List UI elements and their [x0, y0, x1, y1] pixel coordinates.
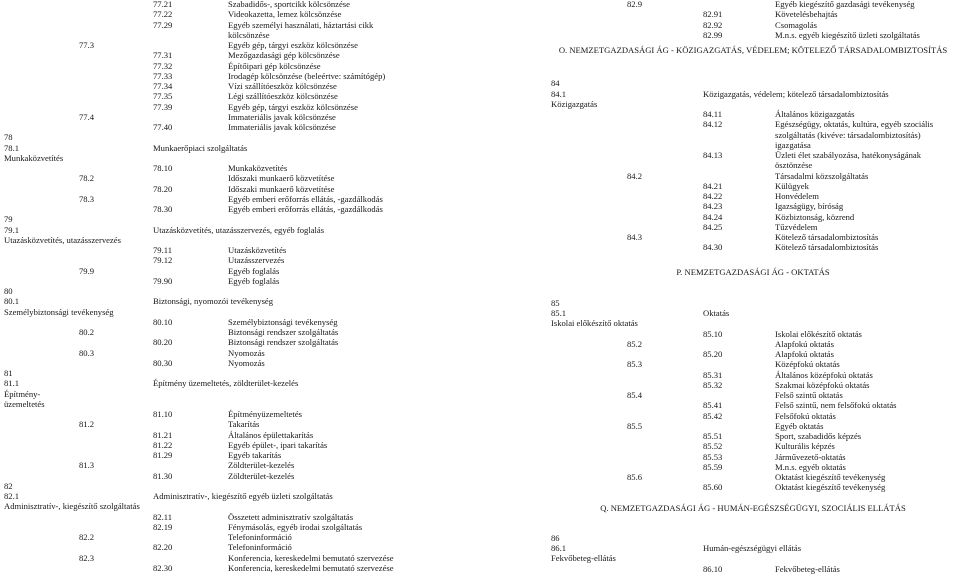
teaor-code: 81.29 [153, 450, 173, 460]
teaor-code: 78.10 [153, 163, 173, 173]
teaor-code: 80.1 [4, 296, 20, 307]
table-row [0, 211, 960, 225]
teaor-code: 84.2 [627, 170, 643, 181]
table-row [0, 380, 960, 390]
table-row [0, 119, 960, 129]
activity-name: Immateriális javak kölcsönzése [228, 122, 336, 132]
activity-name: Általános közigazgatás [775, 109, 855, 119]
teaor-code: 84.3 [627, 232, 643, 242]
teaor-code: 79 [4, 214, 13, 225]
sector-heading: Q. NEMZETGAZDASÁGI ÁG - HUMÁN-EGÉSZSÉGÜGYI, SZOCIÁLIS ELLÁTÁS [600, 502, 906, 513]
table-row [0, 308, 960, 318]
table-row [0, 78, 960, 88]
activity-name: Egyéb épület-, ipari takarítás [228, 439, 328, 450]
sector-heading: P. NEMZETGAZDASÁGI ÁG - OKTATÁS [676, 266, 830, 277]
teaor-code: 85.2 [627, 338, 643, 349]
activity-name: Kötelező társadalombiztosítás [775, 242, 879, 253]
teaor-code: 77.29 [153, 19, 173, 30]
teaor-code: 85.42 [703, 410, 723, 421]
table-row [0, 191, 960, 201]
teaor-code: 77.21 [153, 0, 173, 9]
teaor-code: 81.30 [153, 470, 173, 481]
teaor-code: 80 [4, 286, 13, 296]
activity-name: Oktatást kiegészítő tevékenység [775, 472, 886, 482]
teaor-code: 81 [4, 368, 13, 378]
table-row [0, 222, 960, 232]
table-row [0, 170, 960, 184]
activity-name: Fénymásolás, egyéb irodai szolgáltatás [228, 521, 363, 532]
teaor-code: 84.1 [551, 88, 567, 99]
activity-name: Vízi szállítóeszköz kölcsönzése [228, 81, 337, 91]
teaor-code: 84.12 [703, 119, 723, 130]
activity-name: Tűzvédelem [775, 221, 818, 232]
teaor-code: 85.3 [627, 359, 643, 370]
teaor-code: 81.1 [4, 378, 20, 389]
activity-name: Nyomozás [228, 357, 265, 368]
table-row [0, 452, 960, 462]
teaor-code: 82 [4, 480, 13, 491]
teaor-code: 84.24 [703, 211, 723, 222]
activity-name: Középfokú oktatás [775, 359, 840, 370]
table-row [0, 359, 960, 369]
table-row [0, 543, 960, 553]
table-row [0, 329, 960, 339]
activity-name: Közigazgatás [551, 98, 598, 109]
activity-name: Konferencia, kereskedelmi bemutató szervezése [228, 562, 394, 573]
activity-name: Alapfokú oktatás [775, 338, 834, 349]
teaor-code: 77.40 [153, 122, 173, 132]
teaor-code: 80.30 [153, 357, 173, 368]
table-row [0, 150, 960, 160]
activity-name: Utazásközvetítés, utazásszervezés, egyéb foglalás [153, 224, 325, 235]
teaor-code: 79.9 [79, 265, 95, 276]
activity-name: Sport, szabadidős képzés [775, 431, 862, 441]
teaor-code: 81.2 [79, 419, 95, 430]
activity-name: Utazásszervezés [228, 255, 285, 266]
activity-name: Építőipari gép kölcsönzése [228, 60, 321, 71]
activity-name: Csomagolás [775, 19, 818, 30]
teaor-code: 85.10 [703, 328, 723, 339]
teaor-code: 77.31 [153, 50, 173, 61]
activity-name: Alapfokú oktatás [775, 349, 834, 359]
table-row [0, 441, 960, 451]
teaor-code: 82.30 [153, 562, 173, 573]
table-row [0, 30, 960, 40]
activity-name: Munkaközvetítés [4, 152, 64, 163]
teaor-code: 77.35 [153, 91, 173, 102]
teaor-code: 85.32 [703, 379, 723, 390]
teaor-code: 85.59 [703, 461, 723, 472]
teaor-code: 84.11 [703, 109, 723, 119]
activity-name: Egyéb gép, tárgyi eszköz kölcsönzése [228, 40, 358, 50]
activity-name: Egyéb emberi erőforrás ellátás, -gazdálkodás [228, 193, 383, 204]
teaor-code: 78 [4, 132, 13, 143]
activity-name: Zöldterület-kezelés [228, 460, 295, 471]
table-row [0, 201, 960, 211]
activity-name: Egyéb személyi használati, háztartási cikk [228, 19, 374, 30]
teaor-code: 86.10 [703, 563, 723, 574]
activity-name: szolgáltatás (kivéve: társadalombiztosítás) [775, 129, 921, 140]
activity-name: Általános épülettakarítás [228, 429, 314, 440]
teaor-code: 85.4 [627, 390, 643, 400]
table-row [0, 242, 960, 252]
activity-name: Telefoninformáció [228, 542, 292, 553]
teaor-code: 85.31 [703, 369, 723, 380]
table-row [0, 533, 960, 543]
activity-name: Üzleti élet szabályozása, hatékonyságának [775, 150, 922, 160]
activity-name: Szakmai középfokú oktatás [775, 379, 870, 390]
activity-name: Felsőfokú oktatás [775, 410, 836, 421]
table-row [0, 99, 960, 109]
table-row [0, 9, 960, 19]
table-row [0, 431, 960, 441]
table-row [0, 482, 960, 492]
activity-name: Egyéb gép, tárgyi eszköz kölcsönzése [228, 101, 358, 112]
teaor-code: 82.3 [79, 552, 95, 563]
teaor-code: 85.51 [703, 431, 723, 441]
table-row [0, 160, 960, 170]
teaor-code: 80.3 [79, 347, 95, 358]
teaor-code: 80.2 [79, 327, 95, 337]
activity-name: Biztonsági rendszer szolgáltatás [228, 337, 339, 348]
table-row [0, 370, 960, 380]
activity-name: Konferencia, kereskedelmi bemutató szervezése [228, 552, 394, 563]
activity-name: Járművezető-oktatás [775, 451, 846, 462]
teaor-code: 84.23 [703, 201, 723, 212]
teaor-code: 77.32 [153, 60, 173, 71]
teaor-code: 78.20 [153, 183, 173, 194]
activity-name: Telefoninformáció [228, 532, 292, 542]
activity-name: Közbiztonság, közrend [775, 211, 855, 222]
teaor-code: 84.30 [703, 242, 723, 253]
activity-name: Videokazetta, lemez kölcsönzése [228, 9, 342, 20]
activity-name: Immateriális javak kölcsönzése [228, 111, 336, 122]
teaor-code: 79.1 [4, 224, 20, 235]
teaor-code: 85.6 [627, 472, 643, 482]
activity-name: Mezőgazdasági gép kölcsönzése [228, 50, 340, 61]
activity-name: Egyéb takarítás [228, 450, 282, 460]
activity-name: Munkaerőpiaci szolgáltatás [153, 142, 248, 153]
activity-name: Honvédelem [775, 191, 819, 201]
teaor-code: 84.13 [703, 150, 723, 160]
teaor-code: 80.10 [153, 316, 173, 327]
activity-name: Légi szállítóeszköz kölcsönzése [228, 91, 338, 102]
activity-name: Zöldterület-kezelés [228, 470, 295, 481]
table-row [0, 400, 960, 410]
teaor-code: 82.99 [703, 29, 723, 40]
teaor-code: 77.3 [79, 40, 95, 50]
activity-name: Nyomozás [228, 347, 265, 358]
activity-name: Egyéb kiegészítő gazdasági tevékenység [775, 0, 915, 9]
teaor-code: 85.20 [703, 349, 723, 359]
teaor-code: 79.12 [153, 255, 173, 266]
activity-name: Személybiztonsági tevékenység [228, 316, 338, 327]
activity-name: Építmény üzemeltetés, zöldterület-kezelés [153, 378, 299, 389]
teaor-code: 77.33 [153, 70, 173, 81]
teaor-code: 85.60 [703, 482, 723, 493]
activity-name: Igazságügy, bíróság [775, 201, 844, 212]
table-row [0, 109, 960, 119]
activity-name: igazgatása [775, 139, 811, 150]
teaor-code: 82.19 [153, 521, 173, 532]
teaor-code: 84.22 [703, 191, 723, 201]
activity-name: Egyéb oktatás [775, 420, 824, 431]
activity-name: Takarítás [228, 419, 260, 430]
activity-name: Utazásközvetítés [228, 245, 287, 255]
table-row [0, 140, 960, 150]
table-row [0, 564, 960, 574]
table-row [0, 181, 960, 191]
activity-name: Iskolai előkészítő oktatás [775, 328, 862, 339]
activity-name: üzemeltetés [4, 398, 45, 409]
activity-name: Biztonsági, nyomozói tevékenység [153, 296, 274, 307]
table-row [0, 349, 960, 359]
activity-name: Oktatást kiegészítő tevékenység [775, 482, 886, 493]
teaor-code: 77.22 [153, 9, 173, 20]
activity-name: Építményüzemeltetés [228, 409, 302, 419]
teaor-code: 82.2 [79, 532, 95, 542]
activity-name: Munkaközvetítés [228, 163, 288, 173]
teaor-code: 84 [551, 78, 560, 89]
teaor-code: 84.25 [703, 221, 723, 232]
teaor-code: 77.34 [153, 81, 173, 91]
activity-name: Iskolai előkészítő oktatás [551, 318, 638, 329]
teaor-code: 85.5 [627, 420, 643, 431]
activity-name: Építmény- [4, 388, 41, 399]
activity-name: kölcsönzése [228, 29, 270, 40]
activity-name: M.n.s. egyéb kiegészítő üzleti szolgáltatás [775, 29, 920, 40]
teaor-code: 86.1 [551, 543, 567, 553]
activity-name: Társadalmi közszolgáltatás [775, 170, 869, 181]
activity-name: Kulturális képzés [775, 441, 835, 452]
teaor-code: 82.1 [4, 491, 20, 501]
activity-name: Egyéb foglalás [228, 265, 280, 276]
activity-name: Közigazgatás, védelem; kötelező társadalombiztosítás [703, 88, 889, 99]
teaor-code: 78.2 [79, 173, 95, 184]
teaor-code: 78.30 [153, 204, 173, 214]
teaor-code: 85.41 [703, 400, 723, 411]
activity-name: Időszaki munkaerő közvetítése [228, 173, 335, 184]
teaor-code: 82.11 [153, 511, 173, 522]
activity-name: Időszaki munkaerő közvetítése [228, 183, 335, 194]
table-row [0, 390, 960, 400]
activity-name: Külügyek [775, 180, 809, 191]
activity-name: Szabadidős-, sportcikk kölcsönzése [228, 0, 350, 9]
teaor-code: 86 [551, 532, 560, 543]
activity-name: Követelésbehajtás [775, 9, 838, 20]
activity-name: M.n.s. egyéb oktatás [775, 461, 846, 472]
activity-name: Oktatás [703, 308, 730, 318]
teaor-code: 81.21 [153, 429, 173, 440]
activity-name: Egészségügy, oktatás, kultúra, egyéb szociális [775, 119, 934, 130]
activity-name: Adminisztratív-, kiegészítő egyéb üzleti szolgáltatás [153, 491, 333, 501]
activity-name: Felső szintű oktatás [775, 390, 843, 400]
activity-name: Egyéb foglalás [228, 275, 280, 286]
activity-name: Irodagép kölcsönzése (beleértve: számítógép) [228, 70, 386, 81]
table-row [0, 298, 960, 308]
teaor-code: 78.1 [4, 142, 20, 153]
activity-name: Adminisztratív-, kiegészítő szolgáltatás [4, 501, 140, 512]
table-row [0, 421, 960, 431]
teaor-code: 78.3 [79, 193, 95, 204]
teaor-code: 80.20 [153, 337, 173, 348]
table-row [0, 553, 960, 563]
table-row [0, 20, 960, 30]
teaor-code: 82.9 [627, 0, 643, 9]
table-row [0, 462, 960, 472]
teaor-code: 85.1 [551, 308, 567, 318]
table-row [0, 0, 960, 9]
teaor-code: 81.10 [153, 409, 173, 419]
teaor-code: 79.90 [153, 275, 173, 286]
activity-name: Egyéb emberi erőforrás ellátás, -gazdálkodás [228, 204, 383, 214]
table-row [0, 232, 960, 242]
teaor-code: 85 [551, 297, 560, 308]
sector-heading: O. NEMZETGAZDASÁGI ÁG - KÖZIGAZGATÁS, VÉDELEM; KÖTELEZŐ TÁRSADALOMBIZTOSÍTÁS [558, 45, 948, 55]
table-row [0, 129, 960, 143]
teaor-code: 82.20 [153, 542, 173, 553]
activity-name: Humán-egészségügyi ellátás [703, 543, 802, 553]
table-row [0, 88, 960, 102]
activity-name: Személybiztonsági tevékenység [4, 306, 114, 317]
table-row [0, 411, 960, 421]
table-row [0, 318, 960, 328]
activity-name: Fekvőbeteg-ellátás [551, 553, 616, 564]
teaor-code: 85.52 [703, 441, 723, 452]
teaor-code: 81.3 [79, 460, 95, 471]
activity-name: Összetett adminisztratív szolgáltatás [228, 511, 354, 522]
teaor-code: 77.39 [153, 101, 173, 112]
teaor-code: 82.91 [703, 9, 723, 20]
teaor-code: 85.53 [703, 451, 723, 462]
teaor-code: 84.21 [703, 180, 723, 191]
teaor-code: 77.4 [79, 111, 95, 122]
activity-name: Kötelező társadalombiztosítás [775, 232, 879, 242]
activity-name: Biztonsági rendszer szolgáltatás [228, 327, 339, 337]
activity-name: Fekvőbeteg-ellátás [775, 563, 840, 574]
activity-name: ösztönzése [775, 160, 813, 171]
table-row [0, 472, 960, 482]
teaor-code: 79.11 [153, 245, 173, 255]
teaor-code: 81.22 [153, 439, 173, 450]
table-row [0, 339, 960, 349]
teaor-code: 82.92 [703, 19, 723, 30]
activity-name: Utazásközvetítés, utazásszervezés [4, 234, 121, 245]
activity-name: Felső szintű, nem felsőfokú oktatás [775, 400, 897, 411]
activity-name: Általános középfokú oktatás [775, 369, 873, 380]
